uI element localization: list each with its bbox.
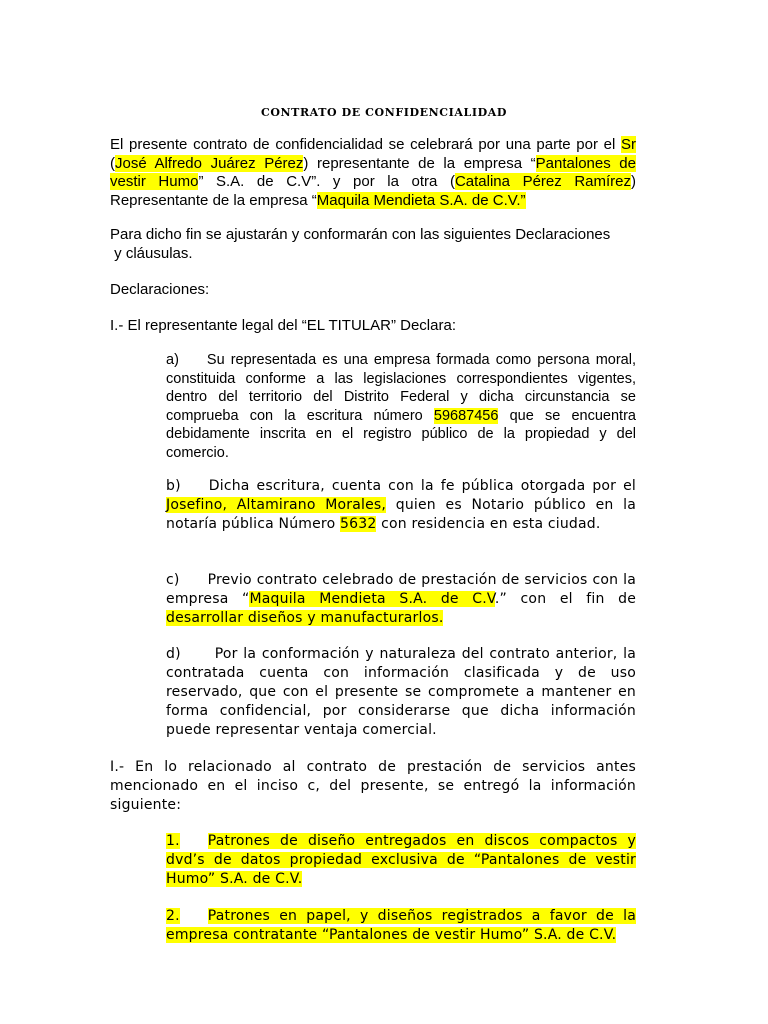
highlight-notary-number: 5632 — [340, 516, 377, 532]
item-marker: 1. — [166, 833, 180, 849]
declaration-item-c — [166, 571, 636, 628]
item-marker: 2. — [166, 908, 180, 924]
highlight-purpose: desarrollar diseños y manufacturarlos. — [166, 610, 444, 626]
item-text: Dicha escritura, cuenta con la fe pública otorgada por el — [208, 478, 636, 494]
services-paragraph: I.- En lo relacionado al contrato de prestación de servicios antes mencionado en el inciso c, del presente, se entregó la información siguiente: — [110, 759, 636, 813]
highlight-deed-number: 59687456 — [433, 407, 499, 424]
item-marker: c) — [166, 572, 180, 588]
highlight-counterpart-name: Catalina Pérez Ramírez — [454, 173, 631, 190]
intro-text: ” S.A. de C.V”. y por la otra ( — [198, 173, 455, 190]
highlight-company-name: Maquila Mendieta S.A. de C.V — [249, 591, 495, 607]
purpose-line: Para dicho fin se ajustarán y conformarán con las siguientes Declaraciones — [110, 226, 611, 243]
highlight-delivered-item: Patrones de diseño entregados en discos compactos y dvd’s de datos propiedad exclusiva de “Pantalones de vestir Humo” S.A. de C.V. — [166, 833, 636, 887]
item-text: con residencia en esta ciudad. — [376, 516, 601, 532]
item-text: que se encuentra debidamente inscrita en el registro público de la propiedad y del comercio. — [166, 407, 636, 461]
highlight-notary-name: Josefino, Altamirano Morales, — [166, 497, 387, 513]
intro-text: ) Representante de la empresa “ — [110, 173, 636, 209]
delivered-item-1 — [166, 832, 636, 889]
item-marker: a) — [166, 352, 179, 368]
purpose-line: y cláusulas. — [110, 244, 193, 262]
declaration-item-b — [166, 477, 636, 534]
declarations-heading: Declaraciones: — [110, 281, 210, 298]
intro-paragraph — [110, 136, 636, 210]
item-text: .” con el fin de — [494, 591, 637, 607]
item-text: quien es Notario público en la notaría pública Número — [166, 497, 636, 532]
titular-heading: I.- El representante legal del “EL TITULAR” Declara: — [110, 317, 456, 334]
item-marker: d) — [166, 646, 181, 662]
delivered-item-2 — [166, 907, 636, 945]
item-text: Por la conformación y naturaleza del contrato anterior, la contratada cuenta con información clasificada y de uso reservado, que con el presente se compromete a mantener en forma confidencial, por considerarse que dicha información puede representar ventaja comercial. — [166, 646, 636, 738]
document-title: CONTRATO DE CONFIDENCIALIDAD — [260, 106, 508, 119]
highlight-title: Sr — [621, 136, 636, 153]
intro-text: El presente contrato de confidencialidad se celebrará por una parte por el — [110, 136, 621, 153]
intro-text: ) representante de la empresa “ — [303, 154, 536, 172]
item-text: Previo contrato celebrado de prestación de servicios con la empresa “ — [166, 572, 636, 607]
highlight-counterpart-company: Maquila Mendieta S.A. de C.V.” — [316, 191, 526, 209]
item-marker: b) — [166, 478, 181, 494]
declaration-item-a — [166, 351, 636, 462]
declaration-item-d — [166, 645, 636, 740]
highlight-company-name: Pantalones de vestir Humo — [110, 154, 636, 190]
purpose-paragraph — [110, 226, 650, 263]
highlight-representative-name: José Alfredo Juárez Pérez — [115, 154, 304, 172]
intro-text: ( — [110, 154, 115, 172]
highlight-delivered-item: Patrones en papel, y diseños registrados a favor de la empresa contratante “Pantalones de vestir Humo” S.A. de C.V. — [166, 908, 636, 943]
item-text: Su representada es una empresa formada como persona moral, constituida conforme a las legislaciones correspondientes vigentes, dentro del territorio del Distrito Federal y dicha circunstancia se comprueba con la escritura número — [166, 352, 636, 424]
